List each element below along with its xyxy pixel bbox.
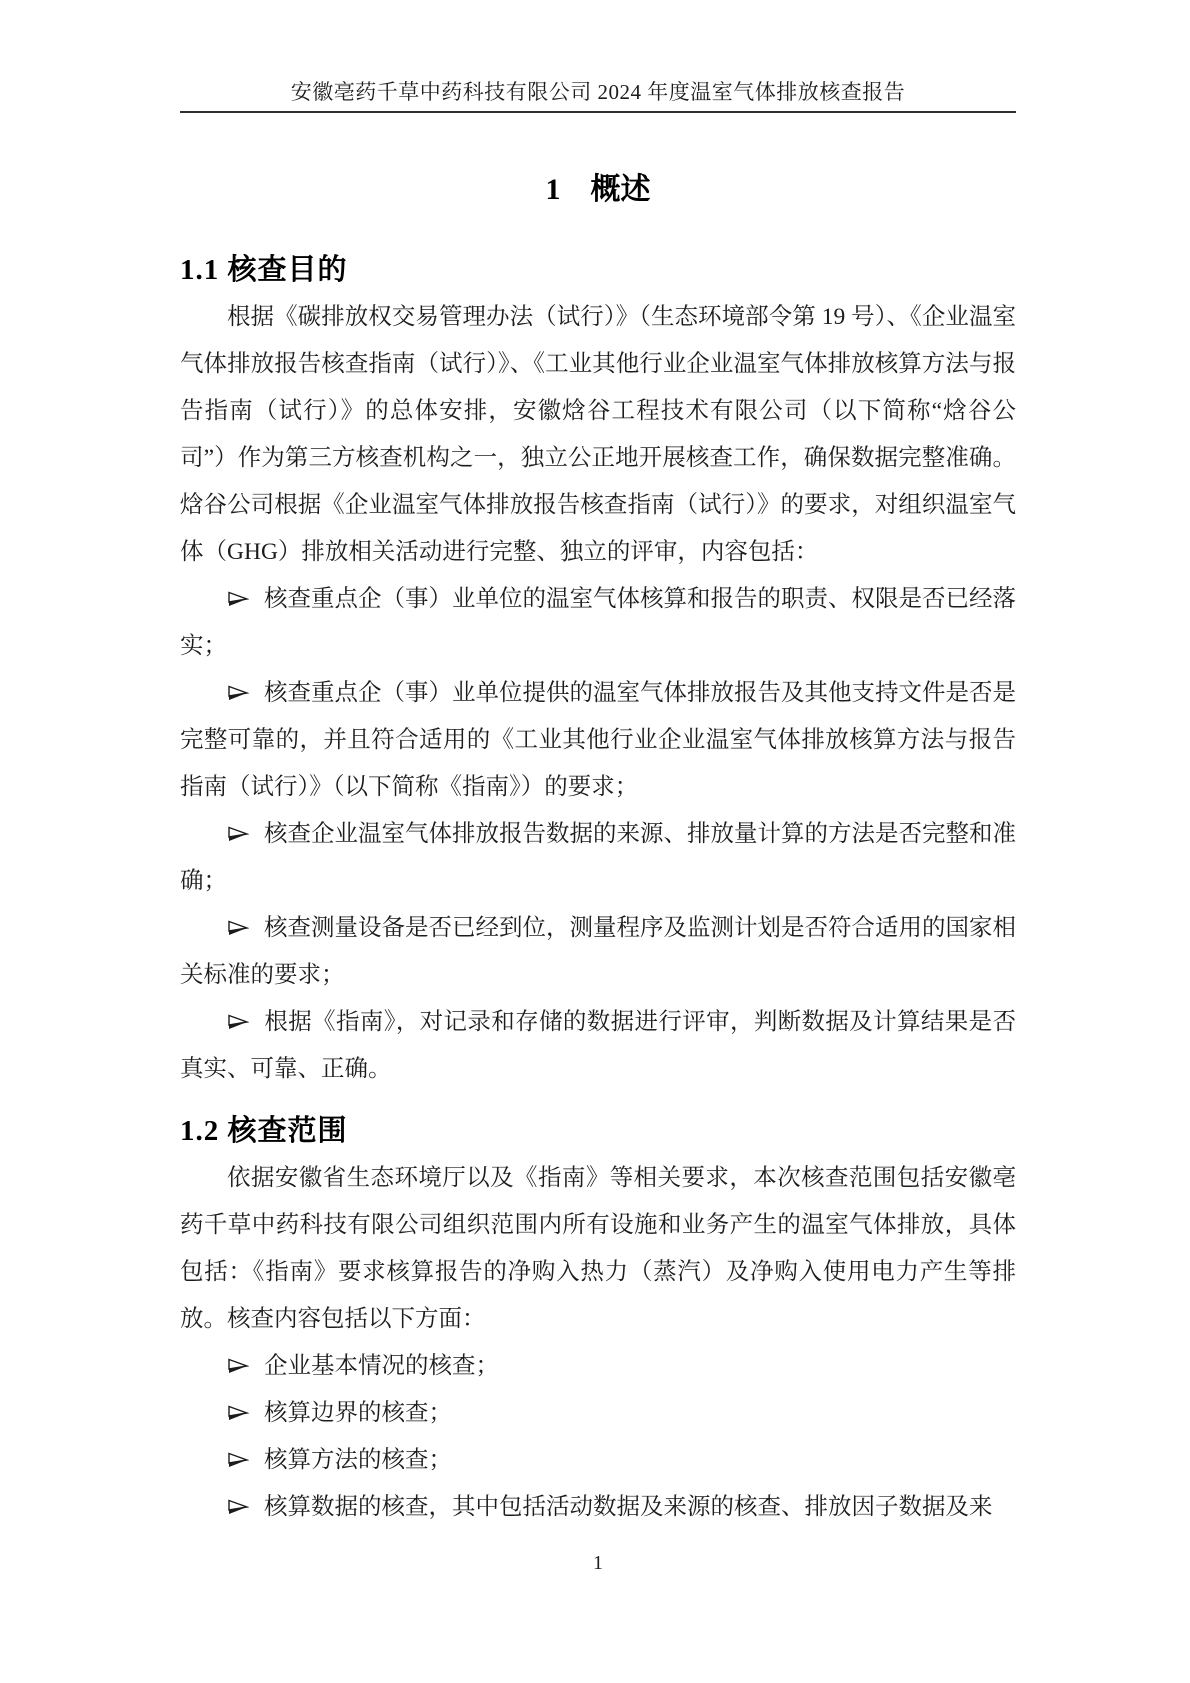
- section-heading-1-1: 1.1 核查目的: [180, 254, 348, 286]
- running-header: 安徽亳药千草中药科技有限公司 2024 年度温室气体排放核查报告: [180, 78, 1016, 113]
- section-1-1-paragraph: 根据《碳排放权交易管理办法（试行）》（生态环境部令第 19 号）、《企业温室气体排放报告核查指南（试行）》、《工业其他行业企业温室气体排放核算方法与报告指南（试行）》的总体安排，安徽焓谷工程技术有限公司（以下简称“焓谷公司”）作为第三方核查机构之一，独立公正地开展核查工作，确保数据完整准确。焓谷公司根据《企业温室气体排放报告核查指南（试行）》的要求，对组织温室气体（GHG）排放相关活动进行完整、独立的评审，内容包括：: [180, 304, 1016, 565]
- arrowhead-bullet-icon: [227, 591, 249, 607]
- list-item-text: 根据《指南》，对记录和存储的数据进行评审，判断数据及计算结果是否真实、可靠、正确。: [180, 1009, 1016, 1082]
- list-item: [180, 1390, 1016, 1437]
- list-item-text: 核查重点企（事）业单位提供的温室气体排放报告及其他支持文件是否是完整可靠的，并且符合适用的《工业其他行业企业温室气体排放核算方法与报告指南（试行）》（以下简称《指南》）的要求；: [180, 680, 1016, 800]
- list-item: [180, 1343, 1016, 1390]
- arrowhead-bullet-icon: [227, 826, 249, 842]
- arrowhead-bullet-icon: [227, 1405, 249, 1421]
- arrowhead-bullet-icon: [227, 685, 249, 701]
- page-title: 1 概述: [545, 173, 651, 206]
- list-item-text: 核算方法的核查；: [264, 1447, 452, 1473]
- list-item: [180, 999, 1016, 1093]
- list-item-text: 核查企业温室气体排放报告数据的来源、排放量计算的方法是否完整和准确；: [180, 821, 1016, 894]
- list-item-text: 核算边界的核查；: [264, 1400, 452, 1426]
- list-item: [180, 576, 1016, 670]
- list-item-text: 企业基本情况的核查；: [264, 1353, 499, 1379]
- document-body: [180, 166, 1016, 1531]
- arrowhead-bullet-icon: [227, 920, 249, 936]
- page-number: 1: [593, 1552, 603, 1574]
- list-item-text: 核算数据的核查，其中包括活动数据及来源的核查、排放因子数据及来: [264, 1494, 993, 1520]
- list-item-text: 核查测量设备是否已经到位，测量程序及监测计划是否符合适用的国家相关标准的要求；: [180, 915, 1016, 988]
- section-heading-1-2: 1.2 核查范围: [180, 1115, 348, 1147]
- arrowhead-bullet-icon: [227, 1499, 249, 1515]
- list-item: [180, 905, 1016, 999]
- list-item-text: 核查重点企（事）业单位的温室气体核算和报告的职责、权限是否已经落实；: [180, 586, 1016, 659]
- list-item: [180, 811, 1016, 905]
- list-item: [180, 1437, 1016, 1484]
- section-1-2-paragraph: 依据安徽省生态环境厅以及《指南》等相关要求，本次核查范围包括安徽亳药千草中药科技有限公司组织范围内所有设施和业务产生的温室气体排放，具体包括：《指南》要求核算报告的净购入热力（蒸汽）及净购入使用电力产生等排放。核查内容包括以下方面：: [180, 1165, 1016, 1332]
- list-item: [180, 670, 1016, 811]
- arrowhead-bullet-icon: [227, 1358, 249, 1374]
- arrowhead-bullet-icon: [227, 1452, 249, 1468]
- list-item: [180, 1484, 1016, 1531]
- arrowhead-bullet-icon: [227, 1014, 249, 1030]
